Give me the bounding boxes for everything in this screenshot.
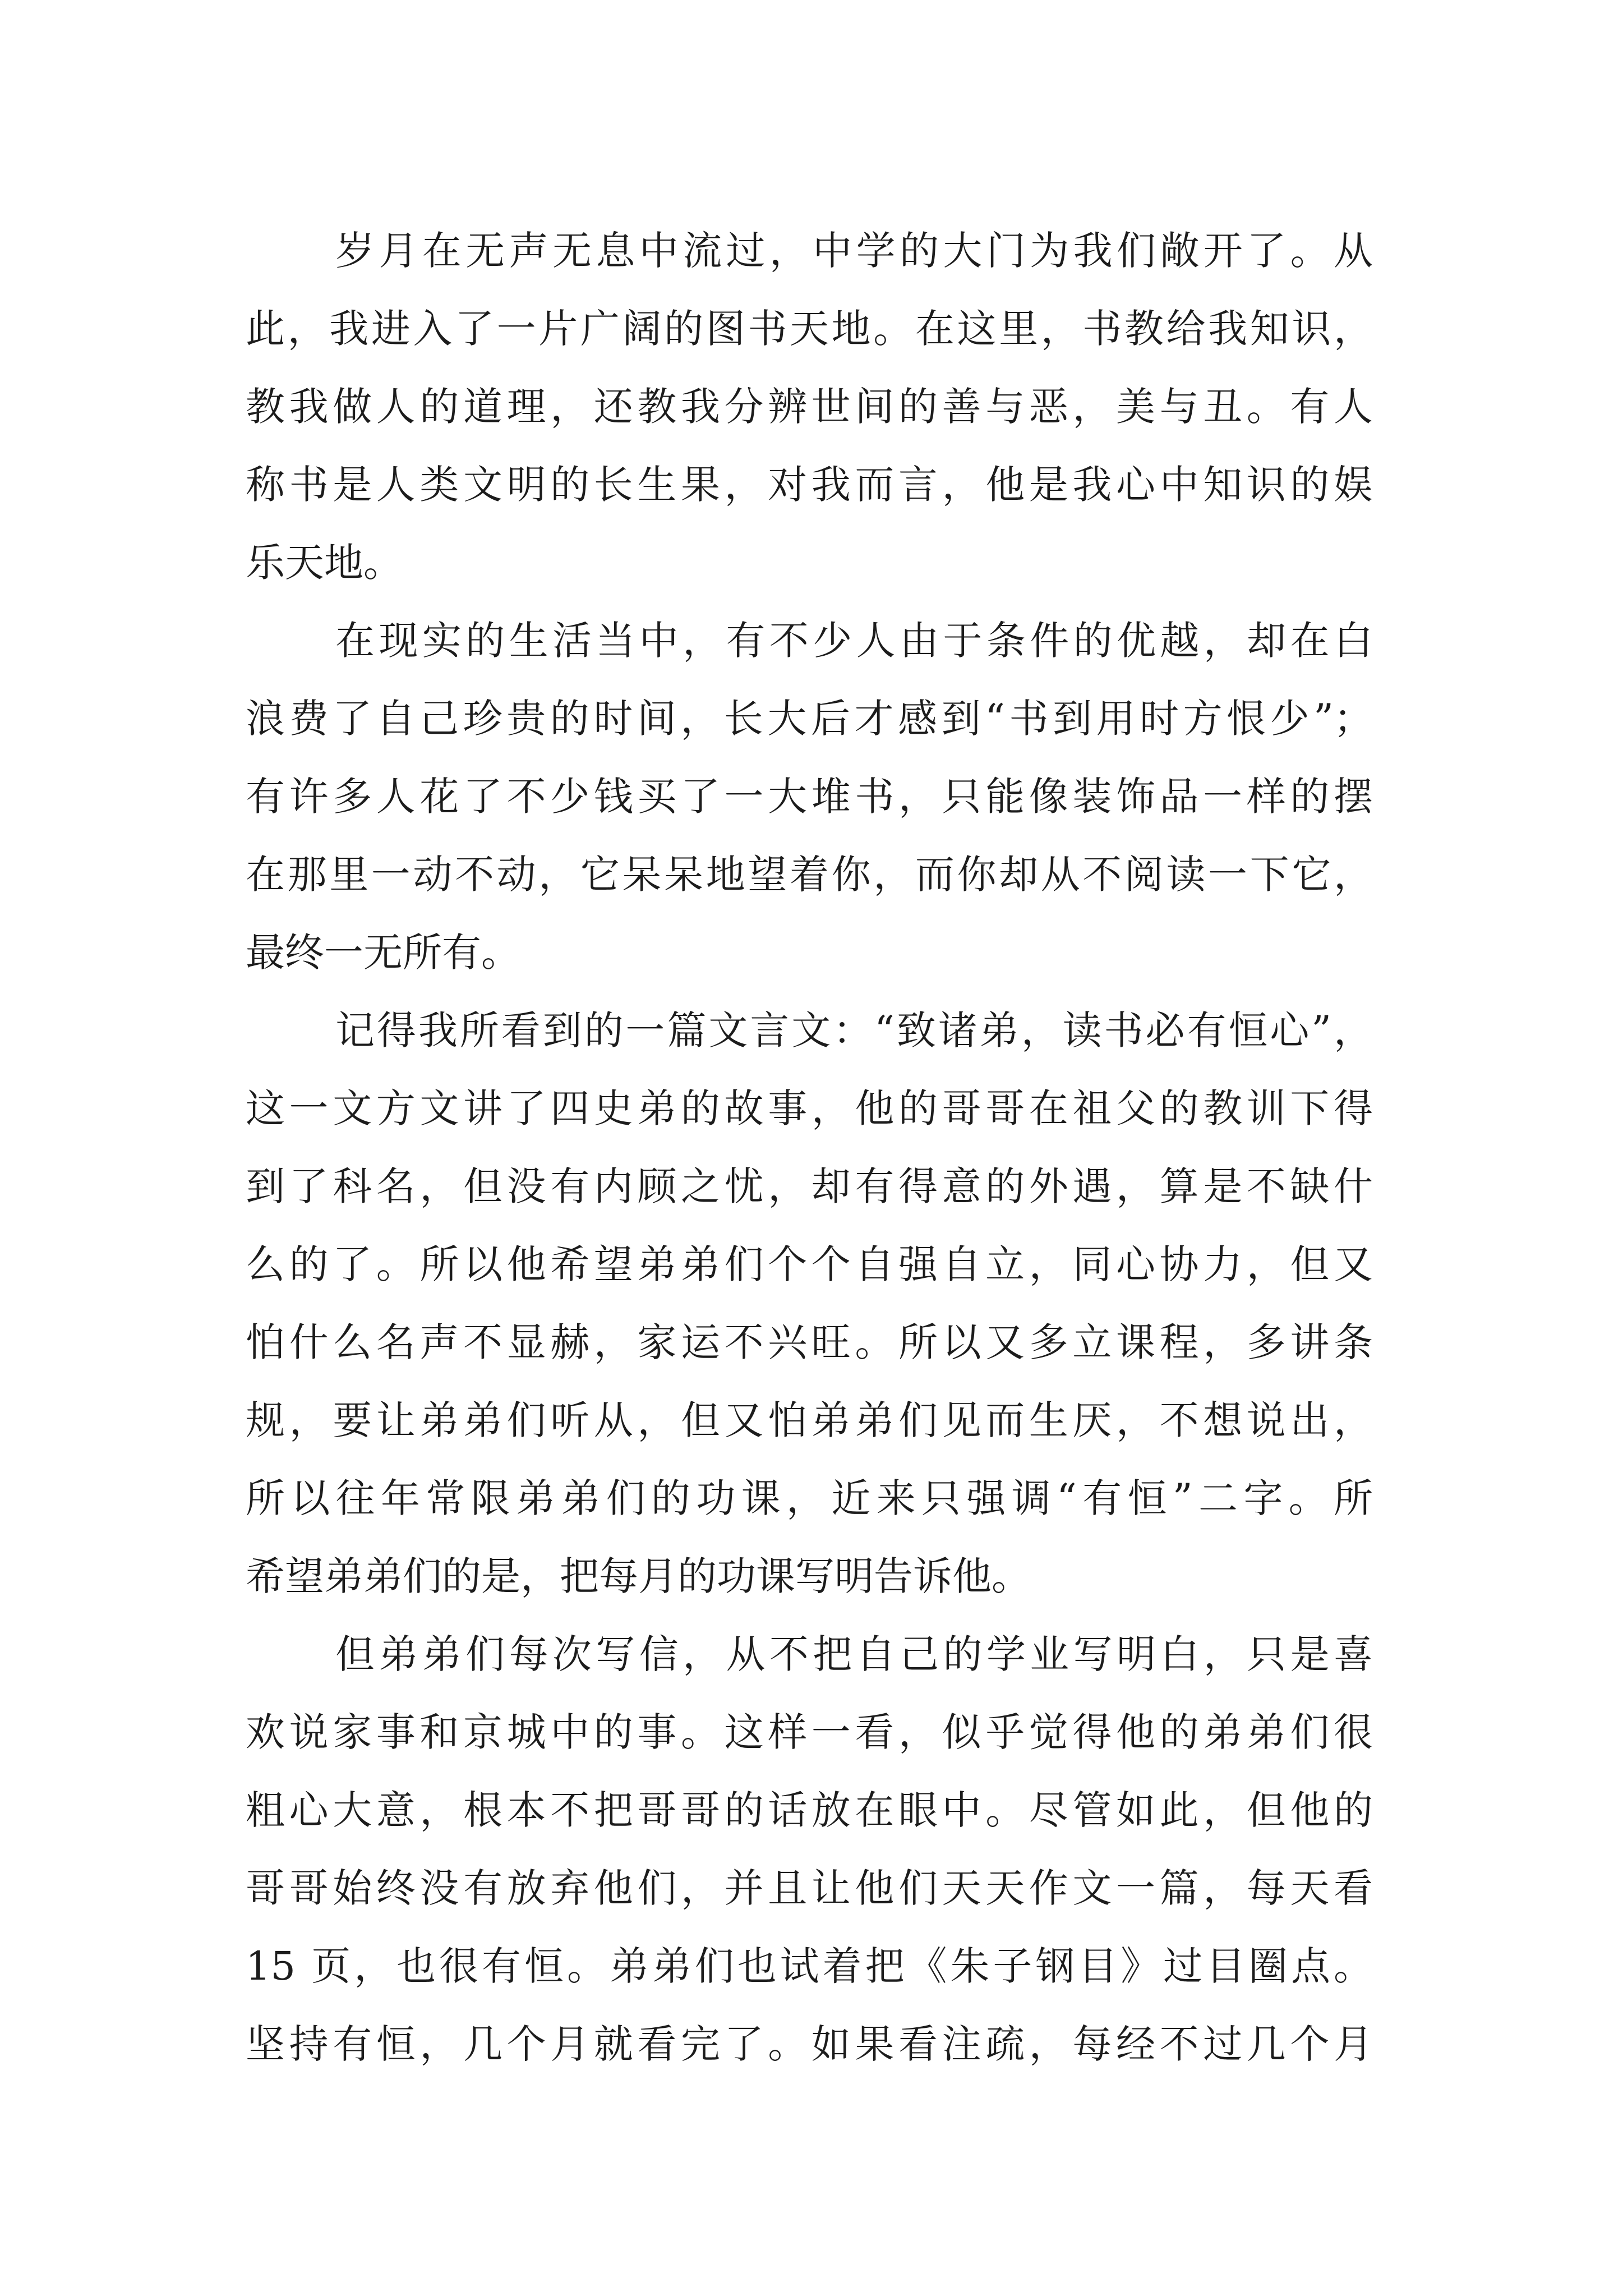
paragraph-1 [246, 212, 1373, 602]
text-line: 最终一无所有。 [246, 930, 520, 976]
text-line: 欢说家事和京城中的事。这样一看，似乎觉得他的弟弟们很 [246, 1709, 1373, 1755]
body-text [246, 212, 1373, 2083]
text-line: 所以往年常限弟弟们的功课，近来只强调“有恒”二字。所 [246, 1475, 1373, 1521]
text-line: 记得我所看到的一篇文言文：“致诸弟，读书必有恒心”， [335, 1007, 1373, 1053]
text-line: 粗心大意，根本不把哥哥的话放在眼中。尽管如此，但他的 [246, 1787, 1373, 1833]
text-line: 有许多人花了不少钱买了一大堆书，只能像装饰品一样的摆 [246, 774, 1373, 820]
text-line: 浪费了自己珍贵的时间，长大后才感到“书到用时方恨少”； [246, 696, 1373, 742]
paragraph-4 [246, 1616, 1373, 2083]
text-line: 坚持有恒，几个月就看完了。如果看注疏，每经不过几个月 [246, 2021, 1373, 2067]
text-line: 这一文方文讲了四史弟的故事，他的哥哥在祖父的教训下得 [246, 1085, 1373, 1131]
text-line: 么的了。所以他希望弟弟们个个自强自立，同心协力，但又 [246, 1241, 1373, 1287]
text-line: 到了科名，但没有内顾之忧，却有得意的外遇，算是不缺什 [246, 1163, 1373, 1209]
text-line: 但弟弟们每次写信，从不把自己的学业写明白，只是喜 [335, 1631, 1373, 1677]
text-line: 15 页，也很有恒。弟弟们也试着把《朱子钢目》过目圈点。 [246, 1943, 1373, 1989]
text-line: 称书是人类文明的长生果，对我而言，他是我心中知识的娱 [246, 462, 1373, 508]
text-line: 此，我进入了一片广阔的图书天地。在这里，书教给我知识， [246, 306, 1373, 352]
text-line: 岁月在无声无息中流过，中学的大门为我们敞开了。从 [335, 228, 1373, 274]
text-line: 在现实的生活当中，有不少人由于条件的优越，却在白 [335, 618, 1373, 664]
paragraph-3 [246, 992, 1373, 1616]
text-line: 乐天地。 [246, 540, 403, 586]
paragraph-2 [246, 602, 1373, 992]
text-line: 希望弟弟们的是，把每月的功课写明告诉他。 [246, 1553, 1031, 1599]
text-line: 教我做人的道理，还教我分辨世间的善与恶，美与丑。有人 [246, 384, 1373, 430]
text-line: 规，要让弟弟们听从，但又怕弟弟们见而生厌，不想说出， [246, 1397, 1373, 1443]
text-line: 怕什么名声不显赫，家运不兴旺。所以又多立课程，多讲条 [246, 1319, 1373, 1365]
text-line: 在那里一动不动，它呆呆地望着你，而你却从不阅读一下它， [246, 852, 1373, 898]
text-line: 哥哥始终没有放弃他们，并且让他们天天作文一篇，每天看 [246, 1865, 1373, 1911]
